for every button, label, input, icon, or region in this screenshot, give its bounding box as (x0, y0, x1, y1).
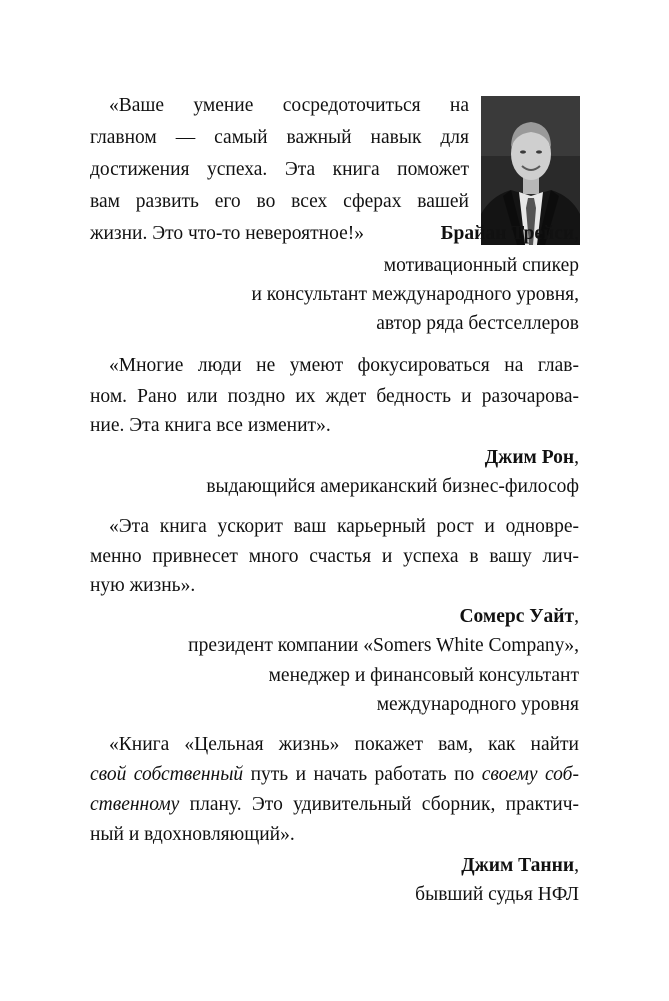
quote3-line-3: ную жизнь». (90, 575, 196, 596)
quote3-line-2: менно привнесет много счастья и успеха в вашу лич- (90, 546, 579, 567)
quote2-role-1: выдающийся американский бизнес-философ (206, 476, 579, 497)
quote4-author-name: Джим Танни (461, 855, 575, 876)
quote1-role-3: автор ряда бестселлеров (376, 313, 579, 334)
quote4-emphasis-2: своему соб- (481, 764, 579, 785)
quote2-line-3: ние. Эта книга все изменит». (90, 415, 331, 436)
quote1-author (441, 222, 579, 246)
quote2-line-1: «Многие люди не умеют фокусироваться на глав- (109, 355, 579, 376)
quote4-role-1: бывший судья НФЛ (415, 884, 579, 905)
quote2-line-2: ном. Рано или поздно их ждет бедность и разочарова- (90, 386, 579, 407)
quote3-line-1: «Эта книга ускорит ваш карьерный рост и одновре- (109, 516, 579, 537)
quote1-line-3: достижения успеха. Эта книга поможет (90, 159, 469, 180)
quote2-author-name: Джим Рон (484, 447, 575, 468)
quote1-line-1: «Ваше умение сосредоточиться на (109, 95, 469, 116)
quote1-author-comma: , (574, 223, 579, 244)
quote4-emphasis-1: свой собственный (90, 764, 244, 785)
quote4-author-comma: , (574, 855, 579, 876)
quote2-author (485, 446, 579, 470)
quote3-author-comma: , (574, 606, 579, 627)
quote1-line-5: жизни. Это что-то невероятное!» (90, 223, 364, 244)
quote1-role-1: мотивационный спикер (383, 255, 579, 276)
quote4-line-1: «Книга «Цельная жизнь» покажет вам, как найти (109, 734, 579, 755)
quote3-role-3: международного уровня (376, 694, 579, 715)
quote3-role-1: президент компании «Somers White Company», (188, 635, 579, 656)
quote1-author-name: Брайан Трейси (440, 223, 575, 244)
quote1-line-2: главном — самый важный навык для (90, 127, 469, 148)
quote1-role-2: и консультант международного уровня, (251, 284, 579, 305)
quote1-line-4: вам развить его во всех сферах вашей (90, 191, 469, 212)
quote4-emphasis-3: ственному (90, 794, 180, 815)
quote3-role-2: менеджер и финансовый консультант (268, 665, 579, 686)
quote4-line-3-text: плану. Это удивительный сборник, практич- (179, 794, 579, 815)
quote4-author (461, 854, 579, 878)
quote4-line-2-text: путь и начать работать по (243, 764, 482, 785)
quote3-author (459, 605, 579, 629)
quote3-author-name: Сомерс Уайт (459, 606, 575, 627)
quote2-author-comma: , (574, 447, 579, 468)
quote4-line-3 (90, 793, 579, 817)
quote4-line-2 (90, 763, 579, 787)
quote4-line-4: ный и вдохновляющий». (90, 824, 295, 845)
